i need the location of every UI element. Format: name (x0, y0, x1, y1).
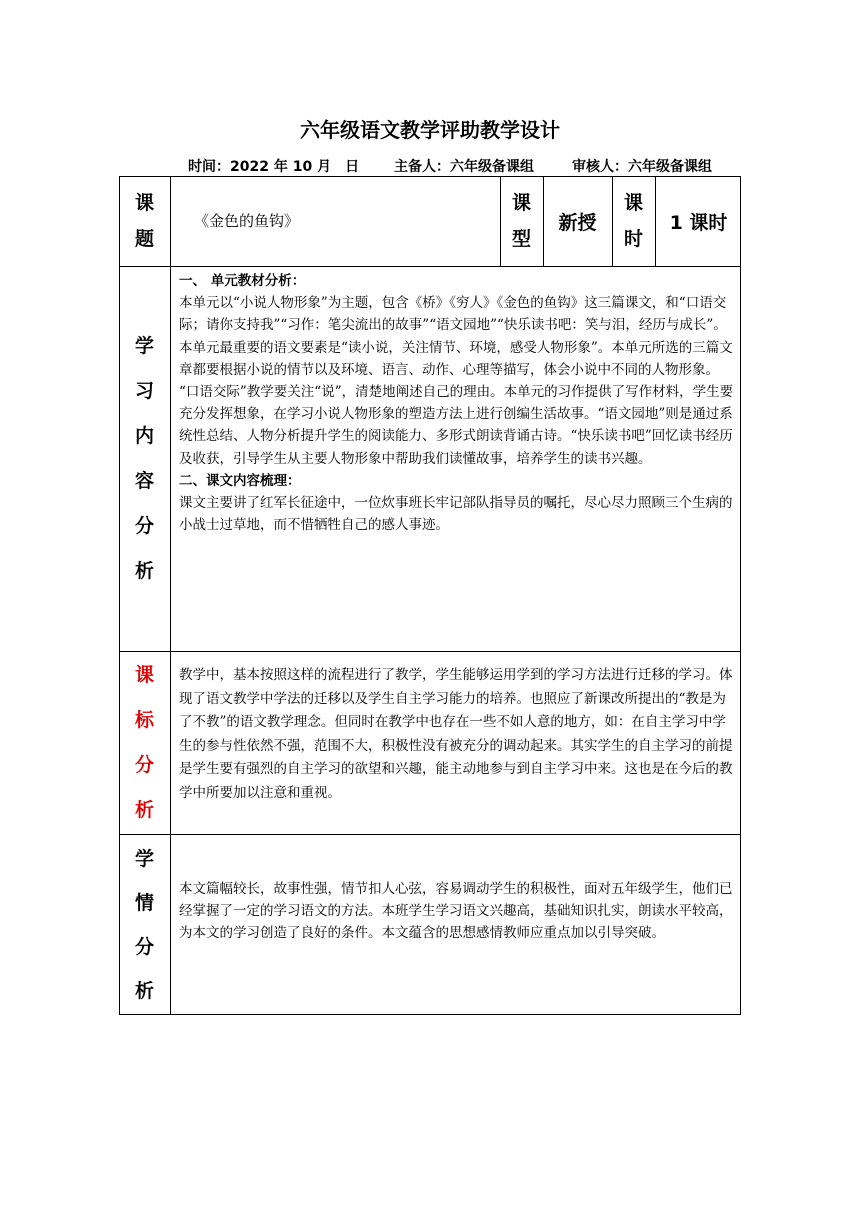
paragraph: 本单元以“小说人物形象”为主题，包含《桥》《穷人》《金色的鱼钩》这三篇课文，和“口语交际；请你支持我”“习作：笔尖流出的故事”“语文园地”“快乐读书吧：笑与泪，经历与成长”。 (179, 295, 727, 334)
topic-label: 课 题 (134, 192, 154, 250)
content-analysis-label: 学 习 内 容 分 析 (134, 335, 154, 582)
text-summary-heading: 二、课文内容梳理： (179, 472, 301, 489)
standards-analysis-body: 教学中，基本按照这样的流程进行了教学，学生能够运用学到的学习方法进行迁移的学习。体现了语文教学中学法的迁移以及学生自主学习能力的培养。也照应了新课改所提出的“教是为了不教”的语文教学理念。但同时在教学中也存在一些不如人意的地方，如：在自主学习中学生的参与性依然不强，范围不大，积极性没有被充分的调动起来。其实学生的自主学习的前提是学生要有强烈的自主学习的欲望和兴趣，能主动地参与到自主学习中来。这也是在今后的教学中所要加以注意和重视。 (179, 667, 733, 801)
learner-analysis-body: 本文篇幅较长，故事性强，情节扣人心弦，容易调动学生的积极性，面对五年级学生，他们已经掌握了一定的学习语文的方法。本班学生学习语文兴趣高，基础知识扎实，朗读水平较高，为本文的学习创造了良好的条件。本文蕴含的思想感情教师应重点加以引导突破。 (179, 881, 733, 942)
type-label: 课 型 (511, 192, 531, 250)
meta-time: 时间：2022 年 10 月 日 (188, 159, 360, 175)
paragraph: “口语交际”教学要关注“说”，清楚地阐述自己的理由。本单元的习作提供了写作材料，学生要充分发挥想象，在学习小说人物形象的塑造方法上进行创编生活故事。“语文园地”则是通过系统性总结、人物分析提升学生的阅读能力、多形式朗读背诵古诗。“快乐读书吧”回忆读书经历及收获，引导学生从主要人物形象中帮助我们读懂故事，培养学生的读书兴趣。 (179, 384, 734, 467)
standards-analysis-label: 课 标 分 析 (134, 664, 154, 821)
paragraph: 课文主要讲了红军长征途中，一位炊事班长牢记部队指导员的嘱托，尽心尽力照顾三个生病的小战士过草地，而不惜牺牲自己的感人事迹。 (179, 495, 733, 534)
lesson-plan-table (119, 176, 741, 1015)
unit-analysis-heading: 一、 单元教材分析： (179, 273, 306, 289)
meta-preparer: 主备人：六年级备课组 (394, 159, 534, 175)
meta-reviewer: 审核人：六年级备课组 (572, 159, 712, 175)
paragraph: 本单元最重要的语文要素是“读小说，关注情节、环境，感受人物形象”。本单元所选的三篇文章都要根据小说的情节以及环境、语言、动作、心理等描写，体会小说中不同的人物形象。 (179, 339, 733, 378)
content-analysis-body (171, 268, 740, 536)
type-value: 新授 (558, 212, 597, 234)
hours-label: 课 时 (623, 192, 643, 250)
page-title: 六年级语文教学评助教学设计 (300, 118, 560, 142)
meta-line (188, 156, 712, 176)
hours-value: 1 课时 (669, 212, 728, 234)
learner-analysis-label: 学 情 分 析 (134, 847, 154, 1002)
topic-value: 《金色的鱼钩》 (194, 212, 300, 230)
